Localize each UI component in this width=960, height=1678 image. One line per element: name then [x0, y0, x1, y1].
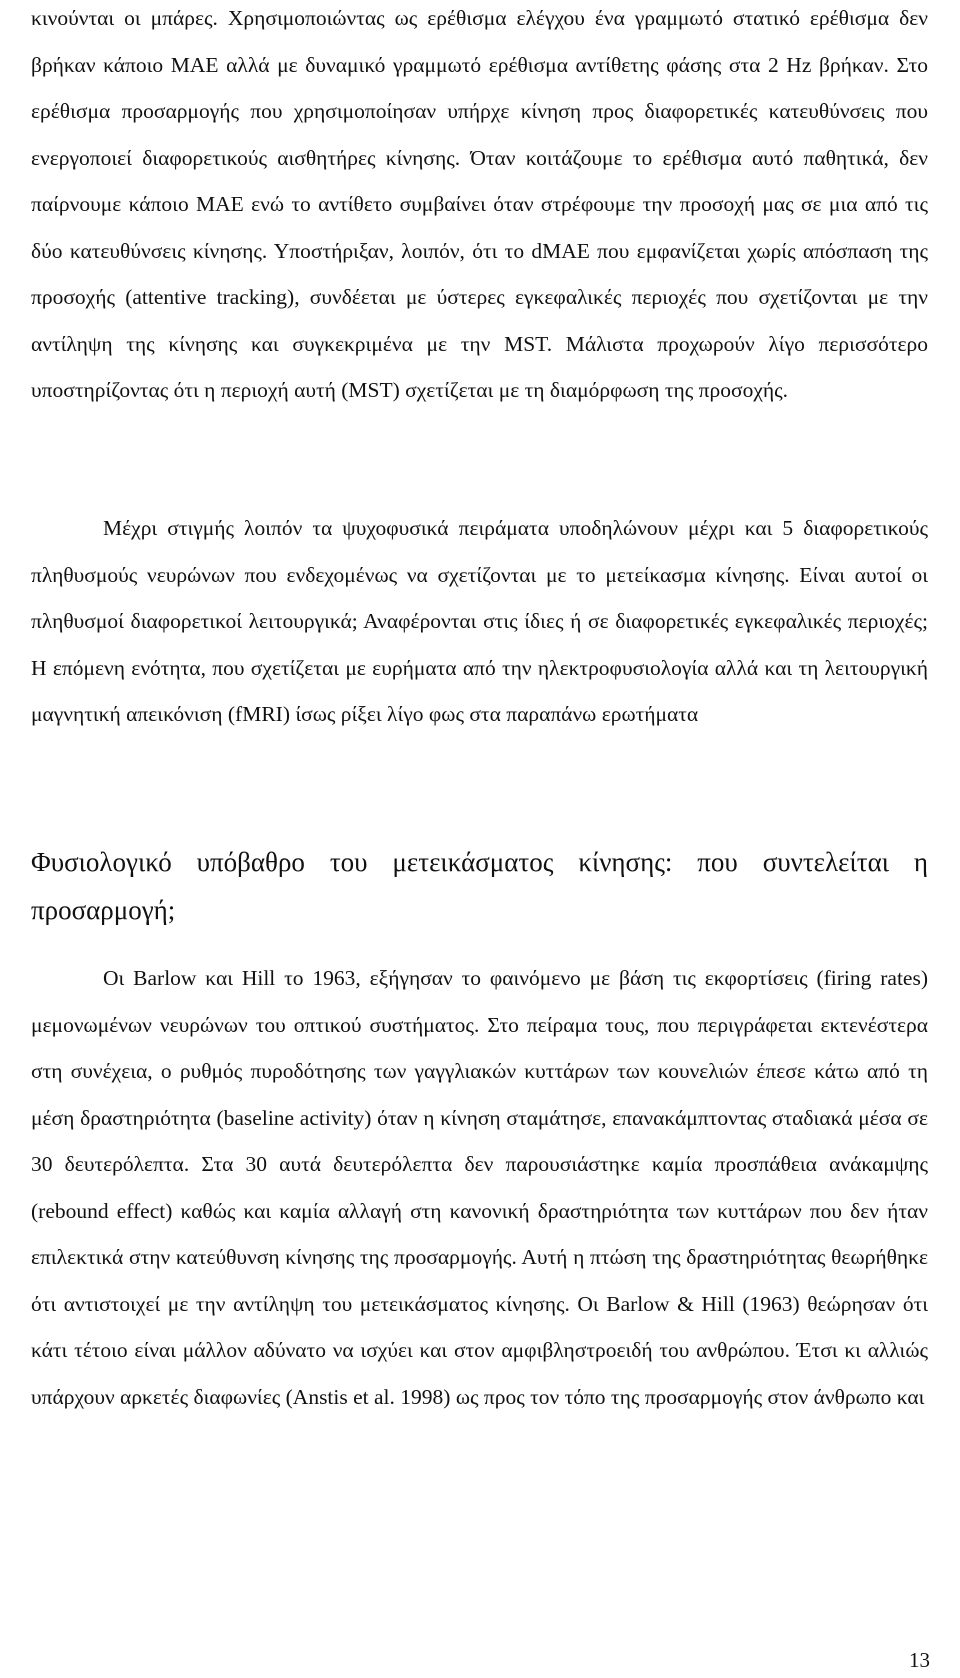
paragraph-barlow-hill: Οι Barlow και Hill το 1963, εξήγησαν το φαινόμενο με βάση τις εκφορτίσεις (firing rates) μεμονωμένων νευρώνων του οπτικού συστήματος. Στο πείραμα τους, που περιγράφεται εκτενέστερα στη συνέχεια, ο ρυθμός πυροδότησης των γαγγλιακών κυττάρων των κουνελιών έπεσε κάτω από τη μέση δραστηριότητα (baseline activity) όταν η κίνηση σταμάτησε, επανακάμπτοντας σταδιακά μέσα σε 30 δευτερόλεπτα. Στα 30 αυτά δευτερόλεπτα δεν παρουσιάστηκε καμία προσπάθεια ανάκαμψης (rebound effect) καθώς και καμία αλλαγή στη κανονική δραστηριότητα των κυττάρων που δεν ήταν επιλεκτικά στην κατεύθυνση κίνησης της προσαρμογής. Αυτή η πτώση της δραστηριότητας θεωρήθηκε ότι αντιστοιχεί με την αντίληψη του μετεικάσματος κίνησης. Οι Barlow & Hill (1963) θεώρησαν ότι κάτι τέτοιο είναι μάλλον αδύνατο να ισχύει και στον αμφιβληστροειδή του ανθρώπου. Έτσι κι αλλιώς υπάρχουν αρκετές διαφωνίες (Anstis et al. 1998) ως προς τον τόπο της προσαρμογής στον άνθρωπο και [31, 966, 928, 1409]
paragraph-summary: Μέχρι στιγμής λοιπόν τα ψυχοφυσικά πειράματα υποδηλώνουν μέχρι και 5 διαφορετικούς πληθυσμούς νευρώνων που ενδεχομένως να σχετίζονται με το μετείκασμα κίνησης. Είναι αυτοί οι πληθυσμοί διαφορετικοί λειτουργικά; Αναφέρονται στις ίδιες ή σε διαφορετικές εγκεφαλικές περιοχές; Η επόμενη ενότητα, που σχετίζεται με ευρήματα από την ηλεκτροφυσιολογία αλλά και τη λειτουργική μαγνητική απεικόνιση (fMRI) ίσως ρίξει λίγο φως στα παραπάνω ερωτήματα [31, 516, 928, 726]
page-number: 13 [909, 1648, 930, 1672]
paragraph-intro: κινούνται οι μπάρες. Χρησιμοποιώντας ως ερέθισμα ελέγχου ένα γραμμωτό στατικό ερέθισμα δεν βρήκαν κάποιο ΜΑΕ αλλά με δυναμικό γραμμωτό ερέθισμα αντίθετης φάσης στα 2 Hz βρήκαν. Στο ερέθισμα προσαρμογής που χρησιμοποίησαν υπήρχε κίνηση προς διαφορετικές κατευθύνσεις που ενεργοποιεί διαφορετικούς αισθητήρες κίνησης. Όταν κοιτάζουμε το ερέθισμα αυτό παθητικά, δεν παίρνουμε κάποιο ΜΑΕ ενώ το αντίθετο συμβαίνει όταν στρέφουμε την προσοχή μας σε μια από τις δύο κατευθύνσεις κίνησης. Υποστήριξαν, λοιπόν, ότι το dMAE που εμφανίζεται χωρίς απόσπαση της προσοχής (attentive tracking), συνδέεται με ύστερες εγκεφαλικές περιοχές που σχετίζονται με την αντίληψη της κίνησης και συγκεκριμένα με την MST. Μάλιστα προχωρούν λίγο περισσότερο υποστηρίζοντας ότι η περιοχή αυτή (MST) σχετίζεται με τη διαμόρφωση της προσοχής. [31, 6, 928, 402]
section-heading: Φυσιολογικό υπόβαθρο του μετεικάσματος κίνησης: που συντελείται η προσαρμογή; [31, 847, 928, 925]
